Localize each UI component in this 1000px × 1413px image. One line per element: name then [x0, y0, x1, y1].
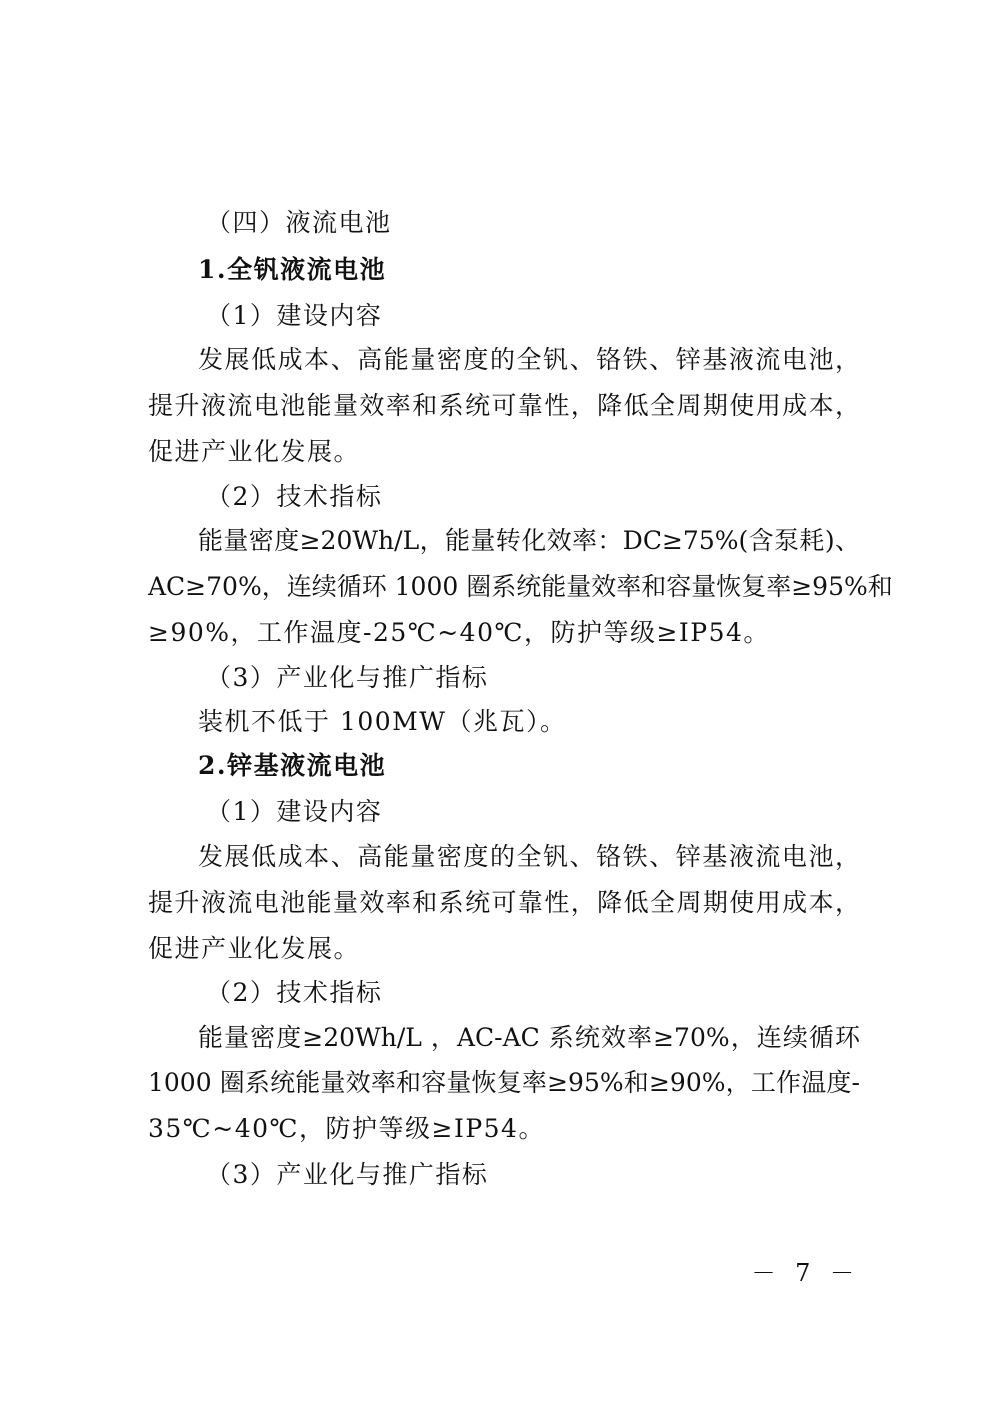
page-number: － 7 －	[751, 1259, 860, 1287]
subsection-2-technical-line: 1000 圈系统能量效率和容量恢复率≥95%和≥90%，工作温度-	[148, 1068, 860, 1097]
section-heading: （四）液流电池	[206, 208, 392, 237]
subsection-2-construction-line: 提升液流电池能量效率和系统可靠性，降低全周期使用成本，	[148, 888, 860, 917]
subsection-1-construction-line: 促进产业化发展。	[148, 437, 361, 466]
subsection-1-industrial-heading: （3）产业化与推广指标	[206, 663, 489, 692]
subsection-2-technical-line: 能量密度≥20Wh/L ，AC-AC 系统效率≥70%，连续循环	[198, 1023, 860, 1052]
subsection-1-technical-line: 能量密度≥20Wh/L，能量转化效率：DC≥75%(含泵耗)、	[198, 526, 860, 555]
subsection-2-construction-line: 发展低成本、高能量密度的全钒、铬铁、锌基液流电池，	[198, 842, 860, 871]
subsection-2-industrial-heading: （3）产业化与推广指标	[206, 1160, 489, 1189]
subsection-2-technical-line: 35℃~40℃，防护等级≥IP54。	[148, 1114, 545, 1143]
subsection-1-construction-line: 提升液流电池能量效率和系统可靠性，降低全周期使用成本，	[148, 391, 860, 420]
subsection-1-technical-line: AC≥70%，连续循环 1000 圈系统能量效率和容量恢复率≥95%和	[148, 572, 893, 601]
subsection-1-technical-heading: （2）技术指标	[206, 482, 383, 511]
subsection-1-industrial-line: 装机不低于 100MW（兆瓦）。	[198, 707, 567, 736]
subsection-2-title: 2.锌基液流电池	[198, 751, 387, 780]
subsection-2-technical-heading: （2）技术指标	[206, 978, 383, 1007]
subsection-1-construction-line: 发展低成本、高能量密度的全钒、铬铁、锌基液流电池，	[198, 345, 860, 374]
subsection-2-construction-heading: （1）建设内容	[206, 797, 383, 826]
subsection-1-title: 1.全钒液流电池	[198, 255, 387, 284]
subsection-1-construction-heading: （1）建设内容	[206, 301, 383, 330]
subsection-1-technical-line: ≥90%，工作温度-25℃~40℃，防护等级≥IP54。	[148, 618, 770, 647]
subsection-2-construction-line: 促进产业化发展。	[148, 934, 361, 963]
